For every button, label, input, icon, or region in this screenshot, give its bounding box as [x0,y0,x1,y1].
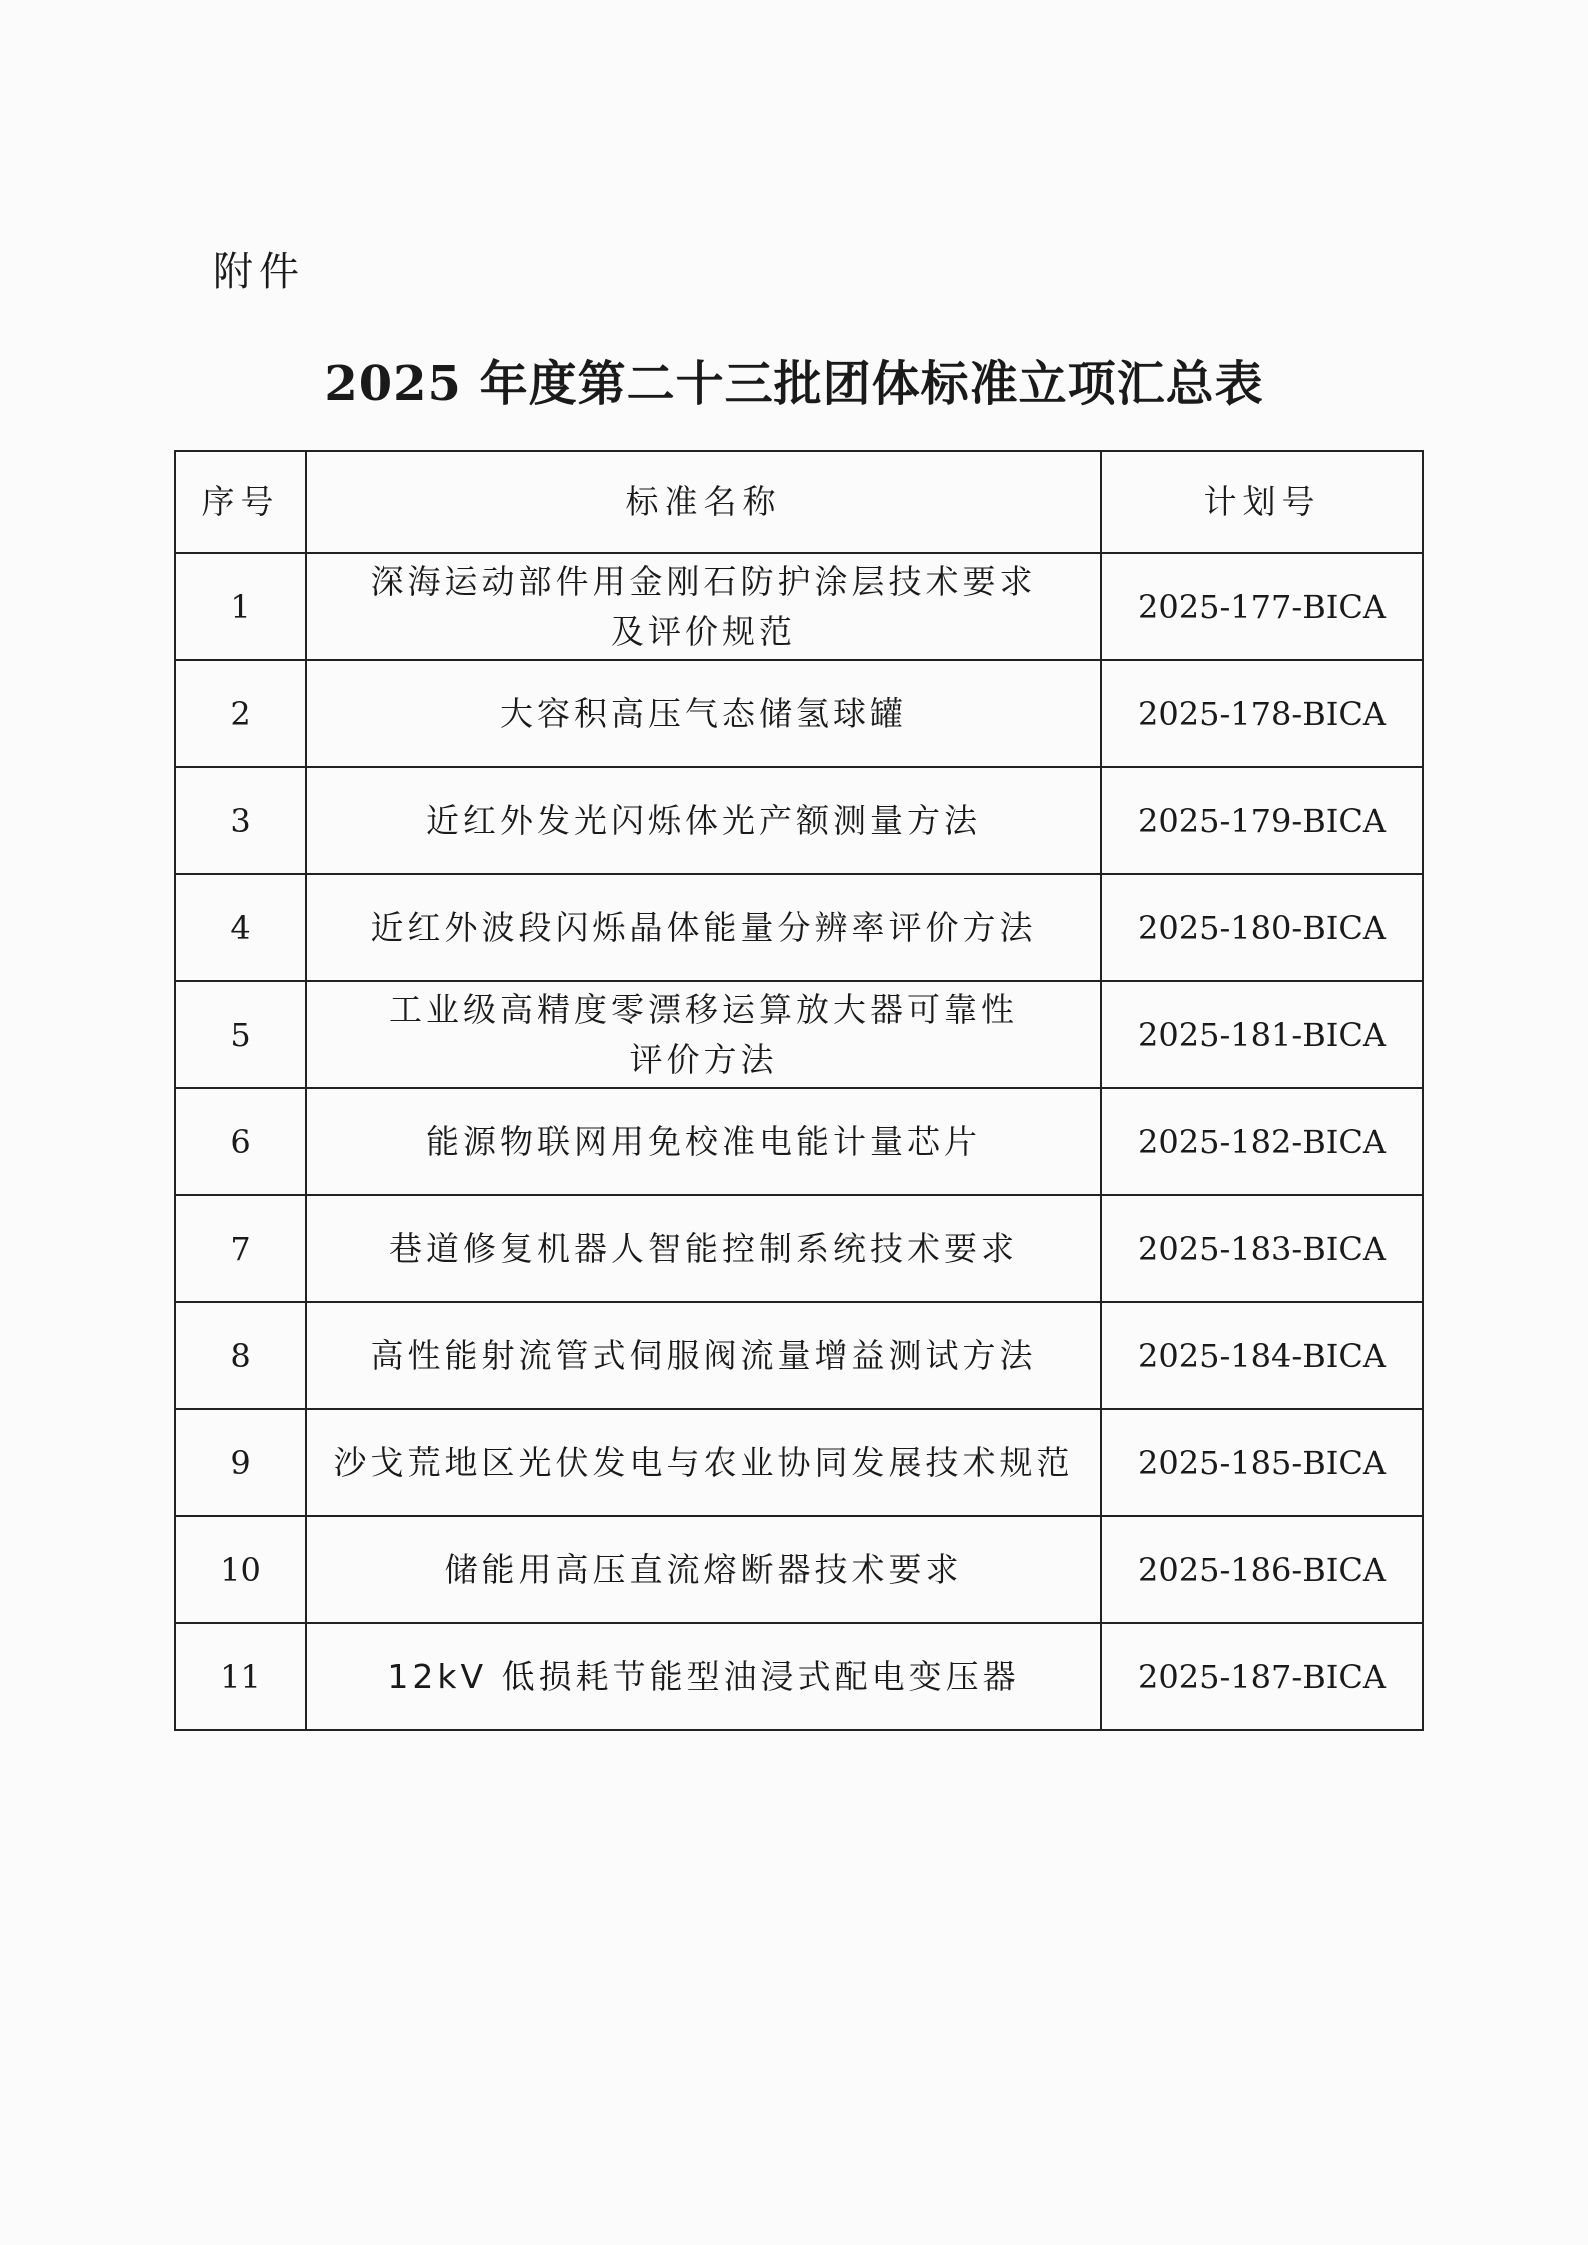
table-row [175,1516,1423,1623]
row-standard-name [306,1623,1101,1730]
row-serial-number: 10 [175,1516,306,1623]
standard-name-line: 工业级高精度零漂移运算放大器可靠性 [389,990,1018,1029]
standards-table [174,450,1424,1731]
table-row [175,1088,1423,1195]
standard-name-line: 12kV 低损耗节能型油浸式配电变压器 [387,1656,1020,1696]
row-plan-number: 2025-181-BICA [1101,981,1423,1088]
table-row [175,1302,1423,1409]
row-plan-number: 2025-180-BICA [1101,874,1423,981]
row-serial-number: 9 [175,1409,306,1516]
row-standard-name [306,981,1101,1088]
standard-name-line: 评价方法 [629,1039,778,1079]
standard-name-line: 及评价规范 [611,611,796,651]
standard-name-line: 近红外发光闪烁体光产额测量方法 [426,800,981,840]
row-standard-name [306,553,1101,660]
row-standard-name [306,767,1101,874]
standard-name-line: 高性能射流管式伺服阀流量增益测试方法 [370,1335,1037,1375]
standard-name-line: 能源物联网用免校准电能计量芯片 [426,1121,981,1161]
row-serial-number: 3 [175,767,306,874]
standard-name-line: 近红外波段闪烁晶体能量分辨率评价方法 [370,907,1037,947]
row-standard-name [306,1516,1101,1623]
header-serial-number: 序号 [175,451,306,553]
table-row [175,1409,1423,1516]
row-plan-number: 2025-178-BICA [1101,660,1423,767]
standard-name-line: 巷道修复机器人智能控制系统技术要求 [389,1228,1018,1268]
header-plan-number: 计划号 [1101,451,1423,553]
row-plan-number: 2025-186-BICA [1101,1516,1423,1623]
table-row [175,553,1423,660]
table-header-row [175,451,1423,553]
row-plan-number: 2025-182-BICA [1101,1088,1423,1195]
header-standard-name: 标准名称 [306,451,1101,553]
standard-name-line: 大容积高压气态储氢球罐 [500,693,907,733]
attachment-label: 附件 [213,249,305,295]
table-row [175,1195,1423,1302]
standard-name-line: 深海运动部件用金刚石防护涂层技术要求 [370,562,1037,601]
standard-name-line: 储能用高压直流熔断器技术要求 [444,1549,963,1589]
row-standard-name [306,660,1101,767]
table-row [175,1623,1423,1730]
row-serial-number: 1 [175,553,306,660]
row-plan-number: 2025-177-BICA [1101,553,1423,660]
row-serial-number: 8 [175,1302,306,1409]
table-row [175,660,1423,767]
row-standard-name [306,1302,1101,1409]
row-serial-number: 7 [175,1195,306,1302]
page-title: 2025 年度第二十三批团体标准立项汇总表 [324,356,1264,412]
row-serial-number: 11 [175,1623,306,1730]
row-standard-name [306,1409,1101,1516]
row-plan-number: 2025-187-BICA [1101,1623,1423,1730]
row-standard-name [306,1088,1101,1195]
standards-table-container [174,450,1422,1731]
table-row [175,874,1423,981]
row-plan-number: 2025-183-BICA [1101,1195,1423,1302]
table-body [175,553,1423,1730]
row-plan-number: 2025-184-BICA [1101,1302,1423,1409]
row-standard-name [306,1195,1101,1302]
row-serial-number: 2 [175,660,306,767]
row-serial-number: 4 [175,874,306,981]
row-serial-number: 6 [175,1088,306,1195]
row-plan-number: 2025-179-BICA [1101,767,1423,874]
standard-name-line: 沙戈荒地区光伏发电与农业协同发展技术规范 [333,1442,1074,1482]
row-standard-name [306,874,1101,981]
row-serial-number: 5 [175,981,306,1088]
table-row [175,767,1423,874]
row-plan-number: 2025-185-BICA [1101,1409,1423,1516]
table-row [175,981,1423,1088]
